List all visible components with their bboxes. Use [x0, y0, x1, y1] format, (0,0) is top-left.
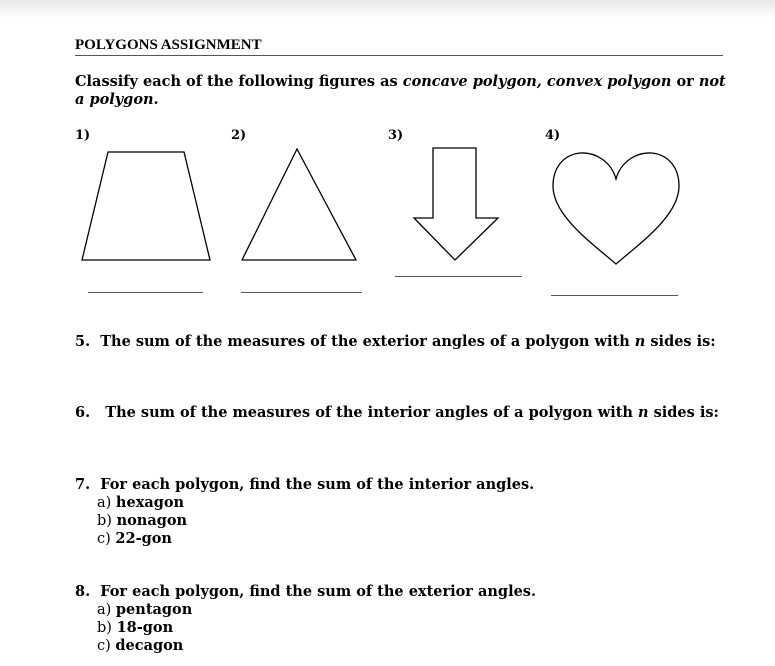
question-8: 8. For each polygon, find the sum of the exterior angles.	[75, 583, 537, 600]
figure-number-1: 1)	[75, 128, 91, 143]
option-convex: convex polygon	[546, 73, 672, 90]
figure-number-3: 3)	[388, 128, 404, 143]
answer-blank-1[interactable]	[88, 292, 203, 293]
arrow-figure	[412, 146, 504, 266]
option-not-polygon: not a polygon.	[75, 73, 726, 108]
question-8-number: 8.	[75, 583, 91, 600]
figure-number-4: 4)	[545, 128, 561, 143]
question-5-number: 5.	[75, 333, 91, 350]
instructions-text: Classify each of the following figures as	[75, 73, 403, 90]
variable-n: n	[634, 333, 646, 350]
question-8-item-c: c) decagon	[97, 637, 184, 654]
question-8-item-a: a) pentagon	[97, 601, 193, 618]
question-7: 7. For each polygon, find the sum of the interior angles.	[75, 476, 535, 493]
question-7-item-b: b) nonagon	[97, 512, 188, 529]
title-divider	[75, 55, 723, 56]
instructions: Classify each of the following figures as concave polygon, convex polygon or not a polygon.	[75, 73, 726, 108]
answer-blank-2[interactable]	[241, 292, 362, 293]
answer-blank-3[interactable]	[395, 276, 522, 277]
figure-number-2: 2)	[231, 128, 247, 143]
question-7-item-c: c) 22-gon	[97, 530, 172, 547]
question-6-number: 6.	[75, 404, 91, 421]
answer-blank-4[interactable]	[551, 295, 678, 296]
variable-n: n	[638, 404, 649, 421]
question-7-item-a: a) hexagon	[97, 494, 185, 511]
page-title: POLYGONS ASSIGNMENT	[75, 37, 262, 53]
heart-figure	[551, 150, 683, 268]
question-8-item-b: b) 18-gon	[97, 619, 174, 636]
page-top-shadow	[0, 0, 775, 18]
question-5: 5. The sum of the measures of the exterior angles of a polygon with n sides is:	[75, 333, 716, 350]
question-7-number: 7.	[75, 476, 91, 493]
question-6: 6. The sum of the measures of the interior angles of a polygon with n sides is:	[75, 404, 719, 421]
trapezoid-figure	[78, 148, 214, 264]
option-concave: concave polygon,	[402, 73, 542, 90]
triangle-figure	[240, 146, 360, 264]
